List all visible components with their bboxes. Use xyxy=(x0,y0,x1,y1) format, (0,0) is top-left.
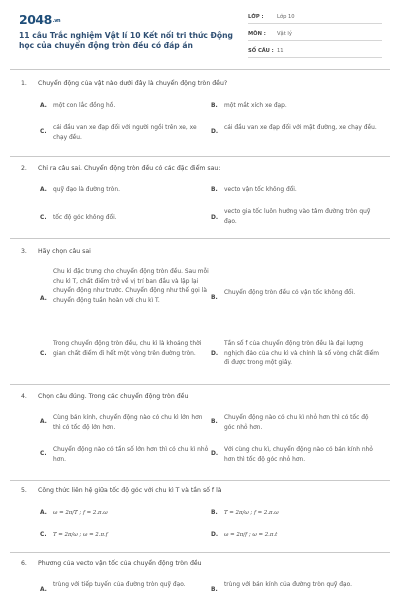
divider xyxy=(10,384,390,385)
divider xyxy=(10,238,390,239)
question-text: 3. Hãy chọn câu sai xyxy=(21,248,91,255)
question-text: 4. Chọn câu đúng. Trong các chuyển động tròn đều xyxy=(21,393,189,400)
question-text: 2. Chỉ ra câu sai. Chuyển động tròn đều có các đặc điểm sau: xyxy=(21,165,221,172)
meta-class-value: Lớp 10 xyxy=(277,14,295,20)
question-text: 6. Phương của vecto vận tốc của chuyển động tròn đều xyxy=(21,560,202,567)
meta-class-label: LỚP : xyxy=(248,14,264,20)
divider xyxy=(10,69,390,70)
site-logo[interactable] xyxy=(19,12,60,27)
divider xyxy=(10,480,390,481)
meta-info xyxy=(248,11,382,62)
meta-subject xyxy=(248,28,382,41)
divider xyxy=(10,156,390,157)
formula: T = 2π/ω ; ω = 2.π.f xyxy=(53,532,108,538)
meta-class xyxy=(248,11,382,24)
formula: ω = 2π/T ; f = 2.π.ω xyxy=(53,510,108,516)
meta-subject-value: Vật lý xyxy=(277,31,292,37)
divider xyxy=(10,552,390,553)
document-header xyxy=(0,0,400,70)
formula: ω = 2π/f ; ω = 2.π.t xyxy=(224,532,278,538)
meta-count-value: 11 xyxy=(277,48,284,54)
document-title: 11 câu Trắc nghiệm Vật lí 10 Kết nối tri thức Động học của chuyển động tròn đều có đáp án xyxy=(19,31,233,50)
meta-subject-label: MÔN : xyxy=(248,31,266,37)
question-text: 5. Công thức liên hệ giữa tốc độ góc với chu kì T và tần số f là xyxy=(21,487,222,494)
logo-suffix: .vn xyxy=(52,17,61,24)
formula: T = 2π/ω ; f = 2.π.ω xyxy=(224,510,279,516)
question-text: 1. Chuyển động của vật nào dưới đây là chuyển động tròn đều? xyxy=(21,80,228,87)
meta-count xyxy=(248,45,382,58)
logo-text: 2048 xyxy=(19,12,52,27)
meta-count-label: SỐ CÂU : xyxy=(248,48,274,54)
page: 2048.vn 11 câu Trắc nghiệm Vật lí 10 Kết nối tri thức Động học của chuyển động tròn đều có đáp án LỚP : Lớp 10 MÔN : Vật lý SỐ CÂU : 11 1. Chuyển động của vật nào dưới đây là chuyển động tròn đều? A. một con lắc đồng hồ. B. một mắt xích xe đạp. C. cái đầu van xe đạp đối với người ngồi trên xe, xe chạy đều. D. cái đầu van xe đạp đối với mặt đường, xe chạy đều. 2. Chỉ ra câu sai. Chuyển động tròn đều có các đặc điểm sau: A. quỹ đạo là đường tròn. B. vecto vận tốc không đổi. C. tốc độ góc không đổi. D. vecto gia tốc luôn hướng vào tâm đường tròn quỹ đạo. 3. Hãy chọn câu sai A. Chu kì đặc trưng cho chuyển động tròn đều. Sau mỗi chu kì T, chất điểm trở về vị trí ban đầu và lặp lại chuyển động như trước. Chuyển động như thế gọi là chuyển động tuần hoàn với chu kì T. B. Chuyển động tròn đều có vận tốc không đổi. C. Trong chuyển động tròn đều, chu kì là khoảng thời gian chất điểm đi hết một vòng trên đường tròn. D. Tần số f của chuyển động tròn đều là đại lượng nghịch đảo của chu kì và chính là số vòng chất điểm đi được trong một giây. 4. Chọn câu đúng. Trong các chuyển động tròn đều A. Cùng bán kính, chuyển động nào có chu kì lớn hơn thì có tốc độ lớn hơn. B. Chuyển động nào có chu kì nhỏ hơn thì có tốc độ góc nhỏ hơn. C. Chuyển động nào có tần số lớn hơn thì có chu kì nhỏ hơn. D. Với cùng chu kì, chuyển động nào có bán kính nhỏ hơn thì tốc độ góc nhỏ hơn. 5. Công thức liên hệ giữa tốc độ góc với chu kì T và tần số f là A. ω = 2π/T ; f = 2.π.ω B. T = 2π/ω ; f = 2.π.ω C. T = 2π/ω ; ω = 2.π.f D. ω = 2π/f ; ω = 2.π.t 6. Phương của vecto vận tốc của chuyển động tròn đều A. trùng với tiếp tuyến của đường tròn quỹ đạo. B. trùng với bán kính của đường tròn quỹ đạo. xyxy=(0,0,400,600)
